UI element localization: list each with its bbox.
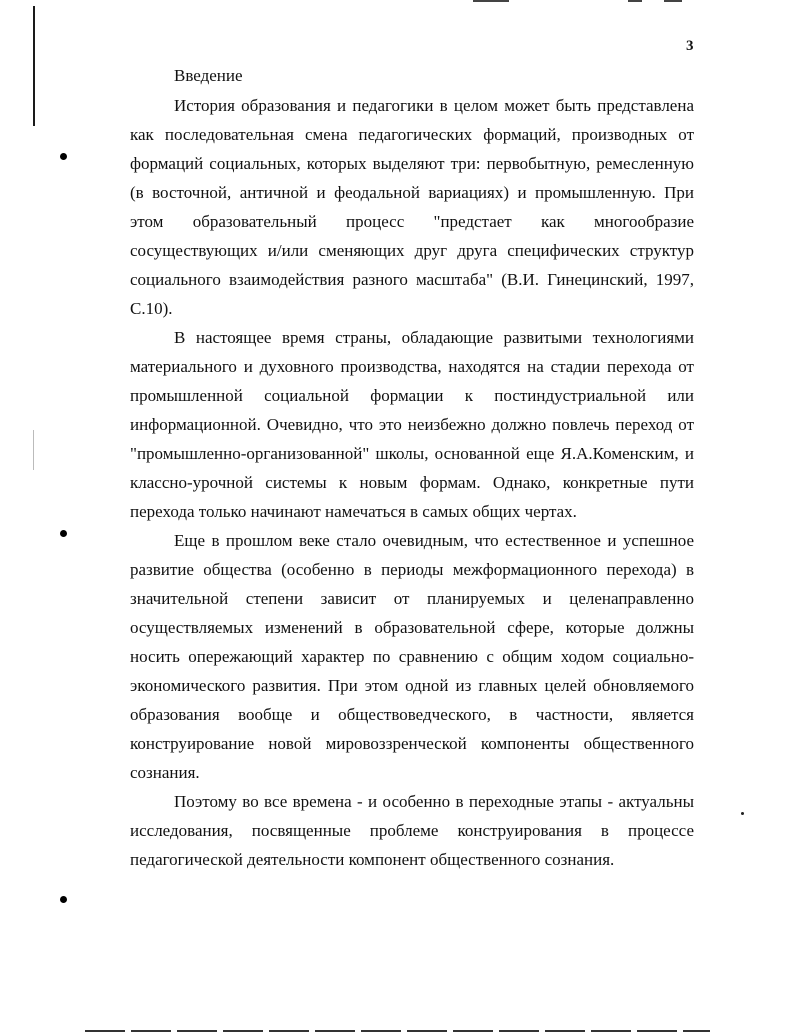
scan-edge-line-faint xyxy=(33,430,34,470)
binding-hole xyxy=(60,530,67,537)
body-text xyxy=(130,91,694,874)
paragraph: Поэтому во все времена - и особенно в переходные этапы - актуальны исследования, посвященные проблеме конструирования в процессе педагогической деятельности компонент общественного сознания. xyxy=(130,792,694,869)
paragraph: В настоящее время страны, обладающие развитыми технологиями материального и духовного производства, находятся на стадии перехода от промышленной социальной формации к постиндустриальной или информационной. Очевидно, что это неизбежно должно повлечь переход от "промышленно-организованной" школы, основанной еще Я.А.Коменским, и классно-урочной системы к новым формам. Однако, конкретные пути перехода только начинают намечаться в самых общих чертах. xyxy=(130,328,694,521)
scan-top-mark xyxy=(473,0,509,2)
paragraph: Еще в прошлом веке стало очевидным, что естественное и успешное развитие общества (особенно в периоды межформационного перехода) в значительной степени зависит от планируемых и целенаправленно осуществляемых изменений в образовательной сфере, которые должны носить опережающий характер по сравнению с общим ходом социально-экономического развития. При этом одной из главных целей обновляемого образования вообще и обществоведческого, в частности, является конструирование новой мировоззренческой компоненты общественного сознания. xyxy=(130,531,694,782)
scan-speck xyxy=(741,812,744,815)
scan-top-mark xyxy=(664,0,682,2)
page-number: 3 xyxy=(686,38,694,54)
paragraph: История образования и педагогики в целом может быть представлена как последовательная смена педагогических формаций, производных от формаций социальных, которых выделяют три: первобытную, ремесленную (в восточной, античной и феодальной вариациях) и промышленную. При этом образовательный процесс "предстает как многообразие сосуществующих и/или сменяющих друг друга специфических структур социального взаимодействия разного масштаба" (В.И. Гинецинский, 1997, С.10). xyxy=(130,96,694,318)
scan-bottom-line xyxy=(85,1030,710,1032)
section-heading: Введение xyxy=(174,66,243,85)
binding-hole xyxy=(60,896,67,903)
binding-hole xyxy=(60,153,67,160)
scan-edge-line xyxy=(33,6,35,126)
scan-top-mark xyxy=(628,0,642,2)
